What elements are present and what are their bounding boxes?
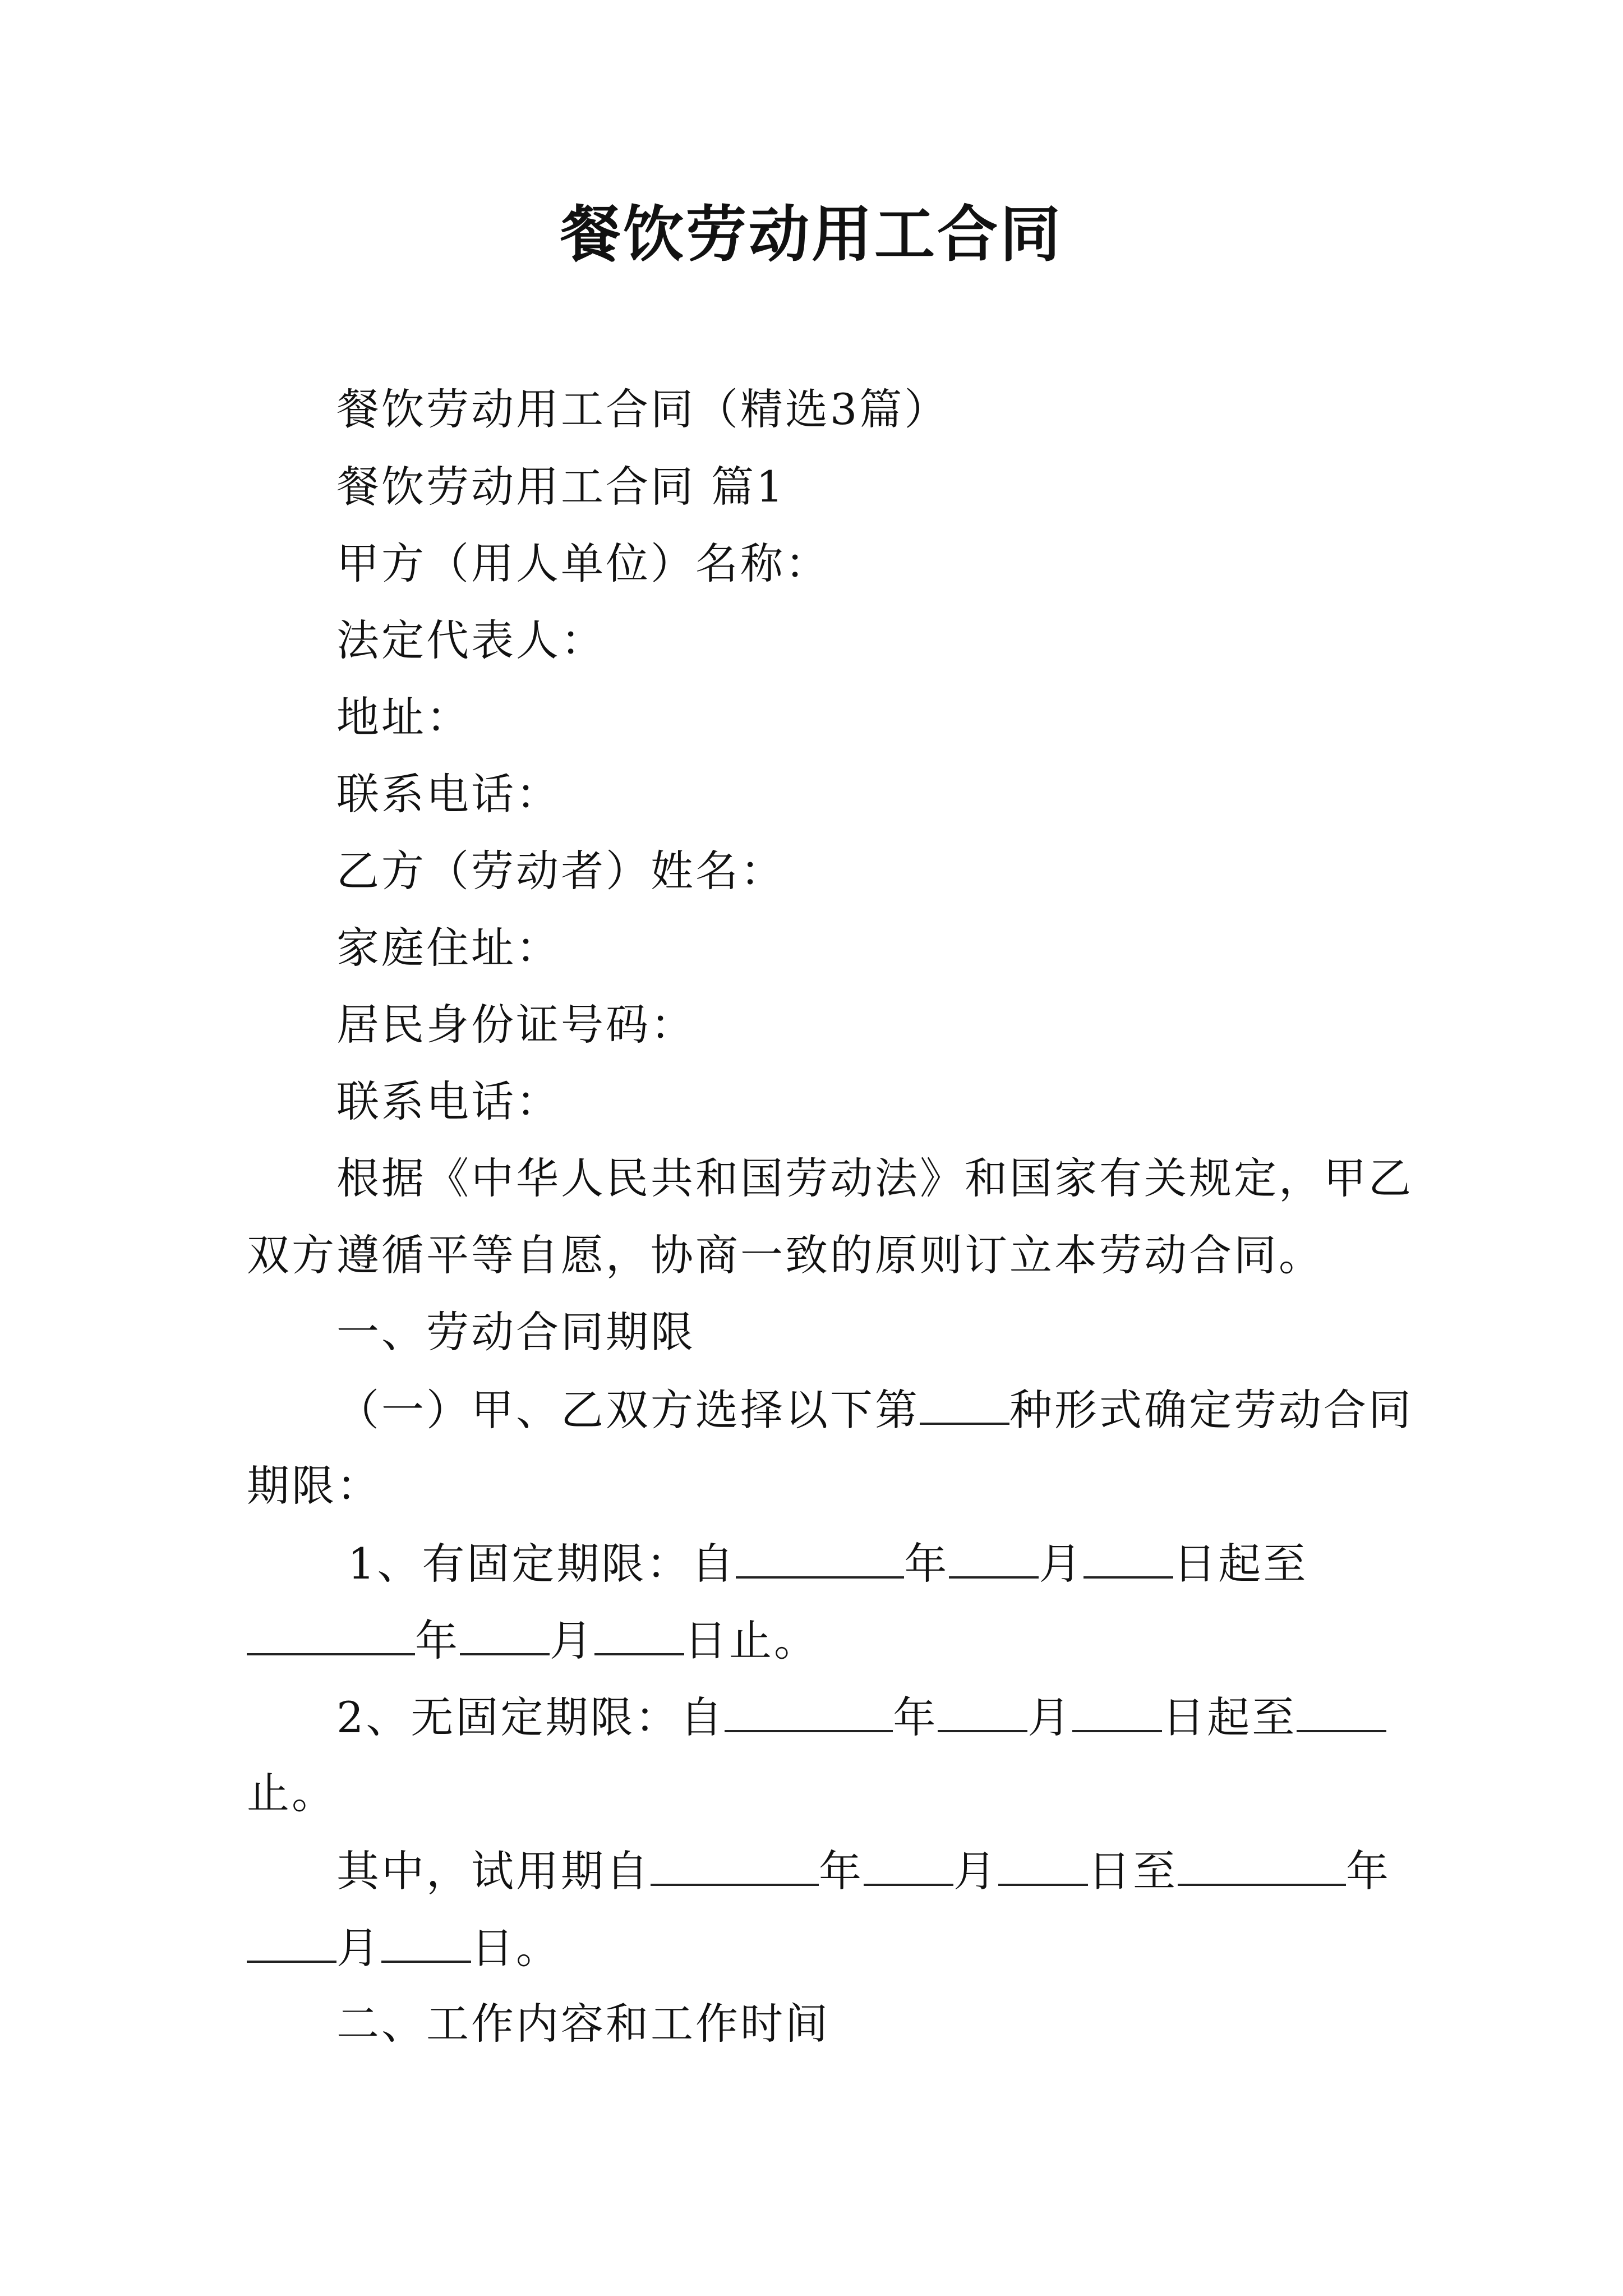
open-term-line-2: 止。 xyxy=(247,1768,336,1818)
form-choice-blank[interactable] xyxy=(920,1381,1009,1425)
clause-1-sub xyxy=(336,1381,1413,1438)
probation-line-2 xyxy=(247,1919,561,1976)
party-b-name-label: 乙方（劳动者）姓名： xyxy=(336,846,785,896)
probation-day-end-label: 日。 xyxy=(471,1923,561,1973)
probation-year-label: 年 xyxy=(819,1846,864,1896)
probation-start-year-blank[interactable] xyxy=(651,1842,819,1886)
probation-line-1 xyxy=(336,1842,1391,1899)
open-day-start-label: 日起至 xyxy=(1162,1692,1297,1742)
probation-month-label: 月 xyxy=(953,1846,998,1896)
phone-b-label: 联系电话： xyxy=(336,1076,561,1126)
clause-1-title: 一、劳动合同期限 xyxy=(336,1307,695,1357)
fixed-year-label: 年 xyxy=(904,1539,949,1589)
probation-end-month-blank[interactable] xyxy=(247,1919,336,1963)
fixed-end-day-blank[interactable] xyxy=(594,1612,684,1655)
clause-1-sub-line2: 期限： xyxy=(247,1461,381,1511)
probation-prefix: 其中，试用期自 xyxy=(336,1846,651,1896)
home-address-label: 家庭住址： xyxy=(336,923,561,973)
clause-1-sub-part2: 种形式确定劳动合同 xyxy=(1009,1385,1413,1435)
fixed-day-start-label: 日起至 xyxy=(1173,1539,1308,1589)
fixed-end-year-blank[interactable] xyxy=(247,1612,415,1655)
fixed-start-day-blank[interactable] xyxy=(1083,1535,1173,1579)
open-start-month-blank[interactable] xyxy=(938,1688,1027,1732)
fixed-month-label: 月 xyxy=(1039,1539,1084,1589)
document-title: 餐饮劳动用工合同 xyxy=(560,199,1063,270)
open-month-label: 月 xyxy=(1027,1692,1073,1742)
preamble-line-1: 根据《中华人民共和国劳动法》和国家有关规定，甲乙 xyxy=(336,1153,1413,1203)
address-label: 地址： xyxy=(336,692,471,742)
phone-a-label: 联系电话： xyxy=(336,769,561,819)
fixed-end-year-label: 年 xyxy=(415,1616,460,1665)
clause-2-title: 二、工作内容和工作时间 xyxy=(336,1999,830,2049)
fixed-end-month-blank[interactable] xyxy=(460,1612,550,1655)
open-end-blank[interactable] xyxy=(1297,1688,1386,1732)
probation-start-day-blank[interactable] xyxy=(998,1842,1088,1886)
fixed-term-prefix: 1、有固定期限：自 xyxy=(348,1539,736,1589)
probation-end-day-blank[interactable] xyxy=(381,1919,471,1963)
legal-rep-label: 法定代表人： xyxy=(336,615,606,665)
section-heading: 餐饮劳动用工合同 篇1 xyxy=(336,462,786,512)
fixed-term-line-1 xyxy=(348,1535,1308,1592)
open-term-line-1 xyxy=(336,1688,1386,1746)
probation-start-month-blank[interactable] xyxy=(864,1842,953,1886)
fixed-end-month-label: 月 xyxy=(550,1616,594,1665)
party-a-name-label: 甲方（用人单位）名称： xyxy=(336,539,830,588)
open-term-prefix: 2、无固定期限：自 xyxy=(336,1692,725,1742)
open-start-day-blank[interactable] xyxy=(1072,1688,1162,1732)
probation-month2-label: 月 xyxy=(336,1923,381,1973)
subtitle: 餐饮劳动用工合同（精选3篇） xyxy=(336,384,949,434)
open-year-label: 年 xyxy=(893,1692,938,1742)
id-number-label: 居民身份证号码： xyxy=(336,1000,695,1050)
open-start-year-blank[interactable] xyxy=(725,1688,893,1732)
fixed-start-year-blank[interactable] xyxy=(736,1535,904,1579)
fixed-day-end-label: 日止。 xyxy=(684,1616,819,1665)
clause-1-sub-part1: （一）甲、乙双方选择以下第 xyxy=(336,1385,920,1435)
fixed-start-month-blank[interactable] xyxy=(949,1535,1039,1579)
fixed-term-line-2 xyxy=(247,1612,819,1669)
probation-year2-label: 年 xyxy=(1346,1846,1391,1896)
probation-day-to-label: 日至 xyxy=(1088,1846,1178,1896)
probation-end-year-blank[interactable] xyxy=(1178,1842,1346,1886)
preamble-line-2: 双方遵循平等自愿，协商一致的原则订立本劳动合同。 xyxy=(247,1230,1324,1280)
